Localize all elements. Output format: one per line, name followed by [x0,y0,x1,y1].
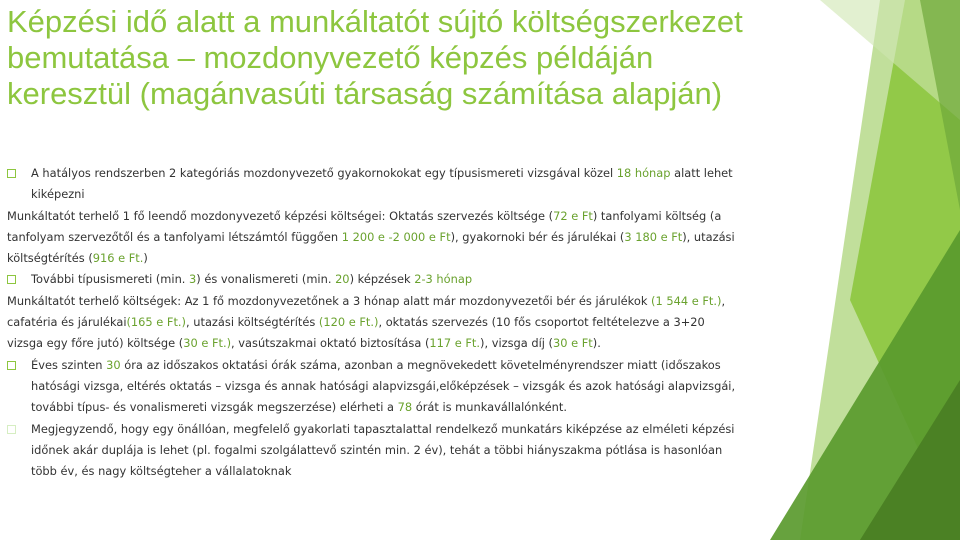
page-title: Képzési idő alatt a munkáltatót sújtó költségszerkezet bemutatása – mozdonyvezető képzés példáján keresztül (magánvasúti társaság számítása alapján) [7,4,743,111]
slide-body [7,163,742,482]
paragraph-employer-costs: Munkáltatót terhelő költségek: Az 1 fő mozdonyvezetőnek a 3 hónap alatt már mozdonyvezetői bér és járulékok (1 544 e Ft.), cafatéria és járulékai(165 e Ft.), utazási költségtérítés (120 e Ft.), oktatás szervezés (10 fős csoportot feltételezve a 3+20 vizsga egy főre jutó) költsége (30 e Ft.), vasútszakmai oktató biztosítása (117 e Ft.), vizsga díj (30 e Ft). [7,293,726,351]
bullet-periodic-training: Éves szinten 30 óra az időszakos oktatási órák száma, azonban a megnövekedett követelményrendszer miatt (időszakos hatósági vizsga, eltérés oktatás – vizsga és annak hatósági alapvizsgái,előképzések – vizsgák és azok hatósági alapvizsgái, további típus- és vonalismereti vizsgák megszerzése) elérheti a 78 órát is munkavállalónként. [7,355,742,419]
checkbox-bullet-icon [7,169,16,178]
checkbox-bullet-icon [7,361,16,370]
checkbox-bullet-icon [7,425,16,434]
bullet-note: Megjegyzendő, hogy egy önállóan, megfelelő gyakorlati tapasztalattal rendelkező munkatárs kiképzése az elméleti képzési időnek akár duplája is lehet (pl. fogalmi szolgálattevő szintén min. 2 év), tehát a többi hiányszakma pótlása is hasonlóan több év, és nagy költségteher a vállalatoknak [7,419,742,483]
checkbox-bullet-icon [7,275,16,284]
bullet-additional-trainings: További típusismereti (min. 3) és vonalismereti (min. 20) képzések 2-3 hónap [7,269,742,290]
paragraph-training-costs: Munkáltatót terhelő 1 fő leendő mozdonyvezető képzési költségei: Oktatás szervezés költsége (72 e Ft) tanfolyami költség (a tanfolyam szervezőtől és a tanfolyami létszámtól függően 1 200 e -2 000 e Ft), gyakornoki bér és járulékai (3 180 e Ft), utazási költségtérítés (916 e Ft.) [7,208,735,266]
bullet-training-duration: A hatályos rendszerben 2 kategóriás mozdonyvezető gyakornokokat egy típusismereti vizsgával közel 18 hónap alatt lehet kiképezni [7,163,742,206]
